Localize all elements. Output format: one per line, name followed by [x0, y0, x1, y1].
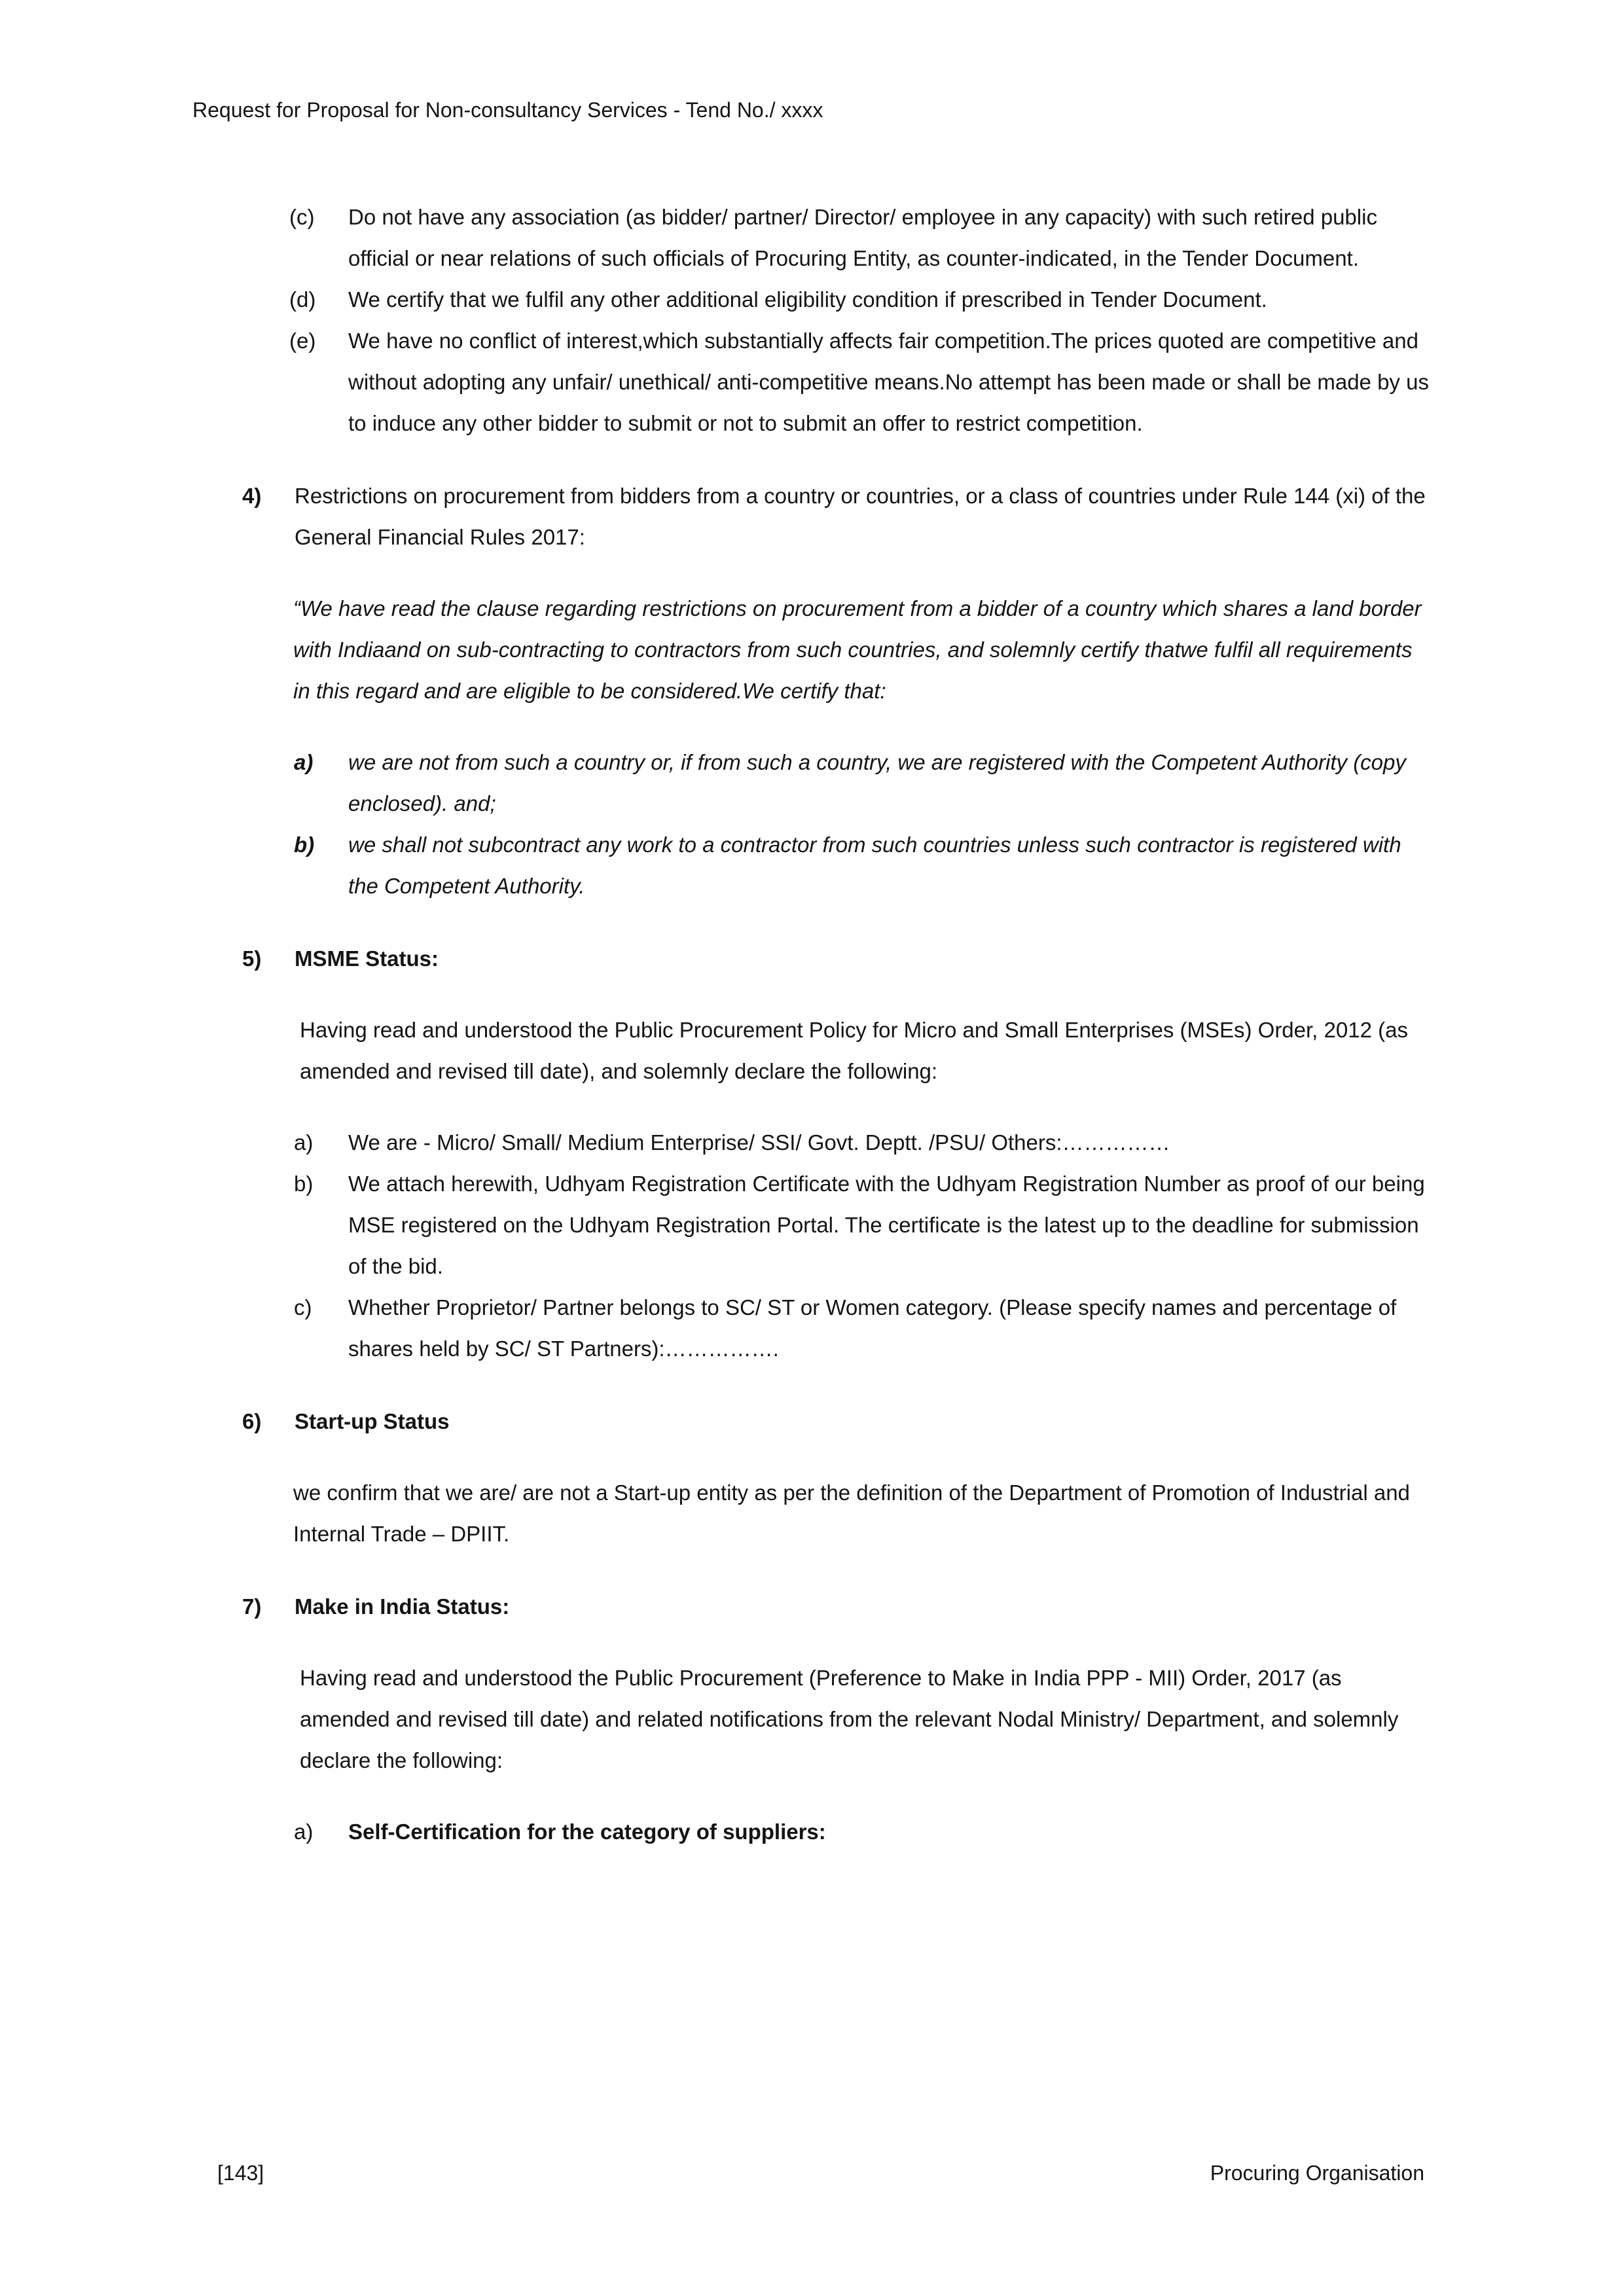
- section-restrictions: [242, 475, 1431, 906]
- eligibility-sublist: [242, 196, 1431, 444]
- section-heading: [242, 938, 1431, 979]
- section-intro: Having read and understood the Public Procurement Policy for Micro and Small Enterprises (MSEs) Order, 2012 (as amended and revised till date), and solemnly declare the following:: [300, 1018, 1408, 1083]
- list-text: We attach herewith, Udhyam Registration Certificate with the Udhyam Registration Number as proof of our being MSE registered on the Udhyam Registration Portal. The certificate is the latest up to the deadline for submission of the bid.: [348, 1172, 1425, 1278]
- footer-organisation: Procuring Organisation: [1210, 2161, 1424, 2185]
- section-intro: Having read and understood the Public Procurement (Preference to Make in India PPP - MII) Order, 2017 (as amended and revised till date) and related notifications from the relevant Nodal Ministry/ Department, and solemnly declare the following:: [300, 1666, 1399, 1772]
- section-heading: [242, 1401, 1431, 1442]
- list-marker: b): [294, 833, 315, 857]
- list-marker: c): [294, 1295, 312, 1319]
- restrictions-sublist: [242, 742, 1431, 906]
- section-number: 7): [242, 1594, 262, 1619]
- list-item-e: [289, 320, 1431, 444]
- section-title: MSME Status:: [295, 946, 439, 971]
- list-marker: (c): [289, 205, 315, 229]
- section-number: 4): [242, 484, 262, 508]
- make-in-india-sublist: [242, 1811, 1431, 1852]
- list-marker: a): [294, 1130, 314, 1155]
- section-number: 5): [242, 946, 262, 971]
- list-text: we are not from such a country or, if from such a country, we are registered with the Competent Authority (copy enclosed). and;: [348, 750, 1406, 816]
- list-item-a: [294, 1122, 1431, 1163]
- list-item-a: [294, 1811, 1431, 1852]
- list-text: Self-Certification for the category of suppliers:: [348, 1820, 826, 1844]
- page-header: [192, 97, 823, 123]
- list-item-c: [289, 196, 1431, 279]
- section-quote: “We have read the clause regarding restrictions on procurement from a bidder of a country which shares a land border with Indiaand on sub-contracting to contractors from such countries, and solemnly certify thatwe fulfil all requirements in this regard and are eligible to be considered.We certify that:: [293, 596, 1422, 703]
- list-text: Whether Proprietor/ Partner belongs to SC/ ST or Women category. (Please specify names and percentage of shares held by SC/ ST Partners):…………….: [348, 1295, 1397, 1361]
- document-content: [242, 196, 1431, 1852]
- list-marker: (d): [289, 287, 316, 312]
- list-text: We certify that we fulfil any other additional eligibility condition if prescribed in Tender Document.: [348, 287, 1267, 312]
- section-msme-status: [242, 938, 1431, 1369]
- section-title: Start-up Status: [295, 1409, 450, 1433]
- page-footer: [217, 2160, 1424, 2186]
- list-item-c: [294, 1287, 1431, 1369]
- list-marker: (e): [289, 329, 316, 353]
- section-body: we confirm that we are/ are not a Start-up entity as per the definition of the Department of Promotion of Industrial and Internal Trade – DPIIT.: [293, 1480, 1410, 1546]
- list-marker: a): [294, 750, 314, 774]
- list-text: We have no conflict of interest,which substantially affects fair competition.The prices quoted are competitive and without adopting any unfair/ unethical/ anti-competitive means.No attempt has been made or shall be made by us to induce any other bidder to submit or not to submit an offer to restrict competition.: [348, 329, 1429, 435]
- list-text: we shall not subcontract any work to a contractor from such countries unless such contractor is registered with the Competent Authority.: [348, 833, 1401, 898]
- section-title: Make in India Status:: [295, 1594, 510, 1619]
- list-marker: a): [294, 1820, 314, 1844]
- section-startup-status: [242, 1401, 1431, 1554]
- section-title: Restrictions on procurement from bidders from a country or countries, or a class of countries under Rule 144 (xi) of the General Financial Rules 2017:: [295, 484, 1426, 549]
- list-text: Do not have any association (as bidder/ partner/ Director/ employee in any capacity) with such retired public official or near relations of such officials of Procuring Entity, as counter-indicated, in the Tender Document.: [348, 205, 1377, 270]
- list-item-b: [294, 824, 1431, 906]
- section-heading: [242, 475, 1431, 558]
- section-make-in-india: [242, 1586, 1431, 1852]
- list-item-a: [294, 742, 1431, 824]
- list-item-b: [294, 1163, 1431, 1287]
- page-number: [143]: [217, 2161, 264, 2185]
- list-text: We are - Micro/ Small/ Medium Enterprise/ SSI/ Govt. Deptt. /PSU/ Others:……………: [348, 1130, 1170, 1155]
- msme-sublist: [242, 1122, 1431, 1369]
- list-marker: b): [294, 1172, 314, 1196]
- list-item-d: [289, 279, 1431, 320]
- section-heading: [242, 1586, 1431, 1627]
- section-number: 6): [242, 1409, 262, 1433]
- header-title: Request for Proposal for Non-consultancy Services - Tend No./ xxxx: [192, 98, 823, 122]
